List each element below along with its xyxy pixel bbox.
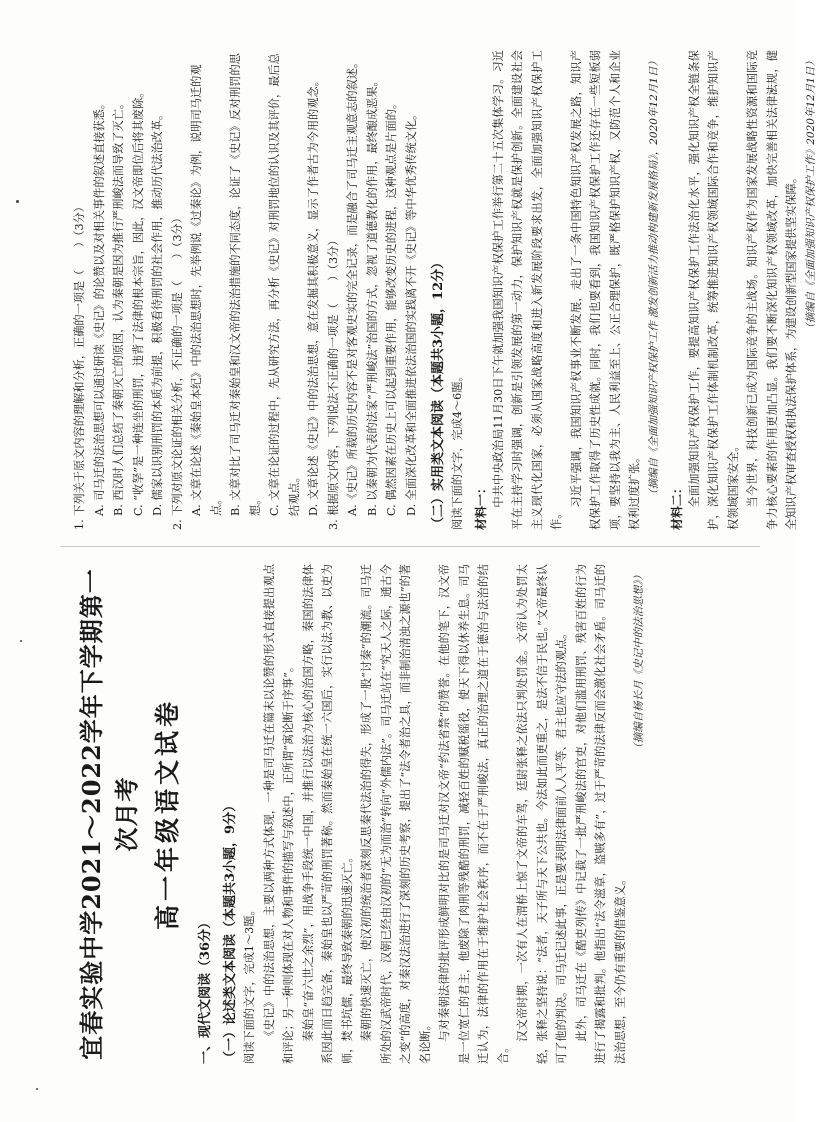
passage1-paragraph: 秦始皇“奋六世之余烈”，用战争手段统一中国，并推行以法治为核心的治国方略，秦国的法律体系因此而日趋完备，秦始皇也以严苛的刑罚著称。然而秦始皇在统一六国后，实行以法为教、以吏为师，焚书坑儒，最终导致秦朝的迅速灭亡。 <box>301 564 354 1064</box>
question-option: B. 西汉时人们总结了秦朝灭亡的原因，认为秦朝是因为推行严刑峻法而导致了灭亡。 <box>112 97 125 516</box>
question-1 <box>70 50 168 530</box>
part1-instruction: 阅读下面的文字，完成1～3题。 <box>243 904 256 1064</box>
part2-heading: （二）实用类文本阅读（本题共3小题，12分） <box>431 255 446 530</box>
column-divider <box>60 546 760 547</box>
question-stem: 1. 下列关于原文内容的理解和分析，正确的一项是（ ）（3分） <box>73 201 86 530</box>
material2-source: （摘编自《全面加强知识产权保护工作》2020年12月1日） <box>804 56 817 334</box>
exam-title: 宜春实验中学2021～2022学年下学期第一次月考 <box>77 568 141 1060</box>
passage1-paragraph: 与对秦朝法律的批评形成鲜明对比的是司马迁对汉文帝“约法省禁”的赞誉。在他的笔下，汉文帝是一位宽仁的君主，他废除了肉刑等残酷的刑罚，减轻百姓的赋税徭役，使天下得以休养生息。司马迁认为，法律的作用在于维护社会秩序，而不在于严刑峻法，真正的治理之道在于德治与法治的结合。 <box>438 564 510 1064</box>
part1-heading: （一）论述类文本阅读（本题共3小题，9分） <box>223 798 238 1064</box>
material1-paragraph: 中共中央政治局11月30日下午就加强我国知识产权保护工作举行第二十五次集体学习。习近平在主持学习时强调，创新是引领发展的第一动力，保护知识产权就是保护创新。全面建设社会主义现代化国家，必须从国家战略高度和进入新发展阶段要求出发，全面加强知识产权保护工作。 <box>491 50 563 530</box>
question-option: C. 偶然因素在历史上可以起到重要作用，能够改变历史的进程，这种观点是片面的。 <box>385 97 398 516</box>
question-option: A. 文章在论述《秦始皇本纪》中的法治思想时，先举例说《过秦论》为例，说明司马迁的观点。 <box>190 64 223 516</box>
left-column <box>70 564 760 1064</box>
material2-paragraph: 当今世界，科技创新已成为国际竞争的主战场。知识产权作为国家发展战略性资源和国际竞争力核心要素的作用更加凸显。我们要不断深化知识产权领域改革，加快完善相关法律法规，健全知识产权审查授权和执法保护体系，为建设创新型国家提供坚实保障。 <box>746 50 798 530</box>
question-2 <box>168 50 324 530</box>
question-option: B. 以秦朝为代表的法家“严刑峻法”治国的方式，忽视了道德教化的作用，最终酿成恶果。 <box>365 75 379 516</box>
material1-label: 材料一： <box>473 481 488 530</box>
material1-source: （摘编自《全面加强知识产权保护工作 激发创新活力推动构建新发展格局》，2020年12月1日） <box>647 56 660 500</box>
section-heading: 一、现代文阅读（36分） <box>198 915 213 1064</box>
question-option: A. 司马迁的法治思想可以通过研读《史记》的论赞以及对相关事件的叙述直接获悉。 <box>92 98 106 516</box>
material1-paragraph: 习近平强调，我国知识产权事业不断发展，走出了一条中国特色知识产权发展之路，知识产权保护工作取得了历史性成就。同时，我们也要看到，我国知识产权保护工作还存在一些短板弱项，要坚持以我为主、人民利益至上、公正合理保护，既严格保护知识产权，又防范个人和企业权利过度扩张。 <box>569 50 641 530</box>
passage1-source: （摘编自杨长月《史记中的法治思想》） <box>633 570 645 754</box>
question-stem: 2. 下列对原文论证的相关分析，不正确的一项是（ ）（3分） <box>170 212 184 530</box>
material2-label: 材料二： <box>669 481 684 530</box>
question-3 <box>324 50 422 530</box>
material2-paragraph: 全面加强知识产权保护工作，要提高知识产权保护工作法治化水平，强化知识产权全链条保护，深化知识产权保护工作体制机制改革，统筹推进知识产权领域国际合作和竞争，维护知识产权领域国家安全。 <box>687 50 740 530</box>
question-option: D. 儒家以识别刑罚的本质为前提，积极看待刑罚的社会作用，推动历代法治改革。 <box>151 108 164 516</box>
right-column <box>70 50 817 530</box>
question-option: C. “收孥”是一种连坐的刑罚，违背了法律的根本宗旨，因此，汉文帝即位后将其废除。 <box>131 86 145 516</box>
question-option: B. 文章对比了司马迁对秦始皇和汉文帝的法治措施的不同态度，论证了《史记》反对刑罚的思想。 <box>229 53 262 516</box>
question-option: A.《史记》所载的历史内容不是对客观史实的完全记录，而是融合了司马迁主观意志的叙述。 <box>346 56 359 516</box>
question-option: D. 全面深化改革和全面推进依法治国的实践离不开《史记》等中华优秀传统文化。 <box>404 108 418 516</box>
part2-instruction: 阅读下面的文字，完成4～6题。 <box>451 370 464 530</box>
exam-subtitle: 高一年级语文试卷 <box>153 698 182 931</box>
question-stem: 3. 根据原文内容，下列说法不正确的一项是（ ）（3分） <box>326 234 340 530</box>
passage1-paragraph: 秦朝的快速灭亡，使汉初的统治者深刻反思秦代法治的得失，形成了一股“讨秦”的潮流。司马迁所处的汉武帝时代，汉朝已经由汉初的“无为而治”转向“外儒内法”。司马迁站在“究天人之际，通古今之变”的高度，对秦汉法治进行了深刻的历史考察，提出了“法令者治之具，而非制治清浊之源也”的著名论断。 <box>360 564 432 1064</box>
passage1-paragraph: 《史记》中的法治思想，主要以两种方式体现，一种是司马迁在篇末以论赞的形式直接提出观点和评论；另一种则体现在对人物和事件的描写与叙述中，正所谓“寓论断于序事”。 <box>262 564 295 1064</box>
question-option: C. 文章在论证的过程中，先从研究方法，再分析《史记》对刑罚地位的认识及其评价，最后总结观点。 <box>268 53 301 516</box>
question-option: D. 文章论述《史记》中的法治思想，意在发掘其积极意义，显示了作者古为今用的观念。 <box>307 75 320 516</box>
passage1-paragraph: 汉文帝时期，一次有人在渭桥上惊了文帝的车驾，廷尉张释之依法只判处罚金。文帝认为处罚太轻，张释之坚持说：“法者，天子所与天下公共也。今法如此而更重之，是法不信于民也。”文帝最终认可了他的判决。司马迁记述此事，正是要表明法律面前人人平等、君主也应守法的观点。 <box>516 564 568 1064</box>
passage1-paragraph: 此外，司马迁在《酷吏列传》中记载了一批严刑峻法的官吏，对他们滥用刑罚、残害百姓的行为进行了揭露和批判。他指出“法令滋章，盗贼多有”，过于严苛的法律反而会激化社会矛盾。司马迁的法治思想，至今仍有重要的借鉴意义。 <box>574 564 627 1064</box>
